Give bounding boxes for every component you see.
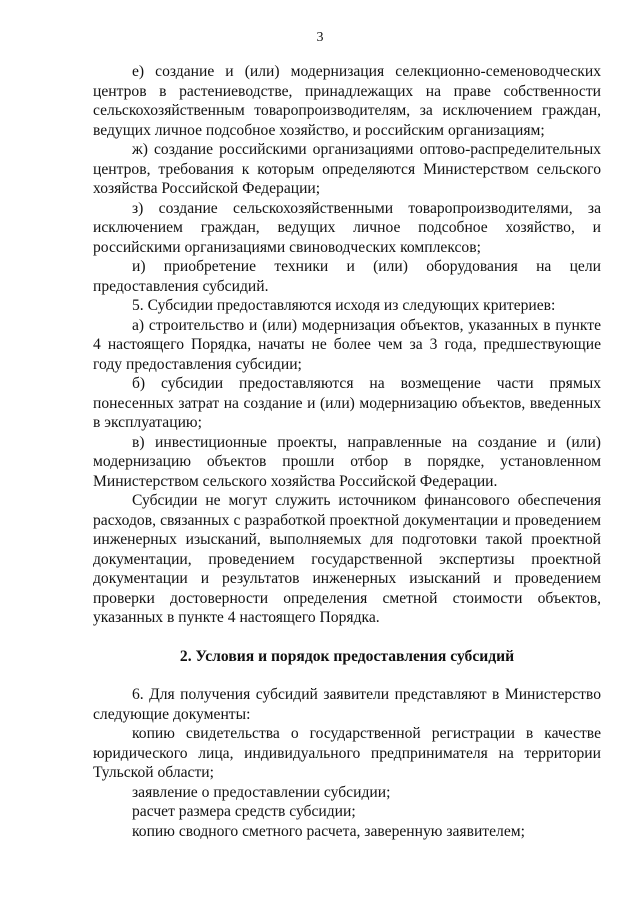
paragraph-clause-6: 6. Для получения субсидий заявители представляют в Министерство следующие документы: [93,686,601,723]
paragraph-criterion-v: в) инвестиционные проекты, направленные на создание и (или) модернизацию объектов прошли отбор в порядке, установленном Министерством сельского хозяйства Российской Федерации. [93,433,601,490]
list-item-application: заявление о предоставлении субсидии; [132,783,391,801]
section-heading: 2. Условия и порядок предоставления субсидий [179,647,515,665]
list-item-registration-copy: копию свидетельства о государственной регистрации в качестве юридического лица, индивидуального предпринимателя на территории Тульской области; [93,725,601,781]
paragraph-item-zh: ж) создание российскими организациями оптово-распределительных центров, требования к которым определяются Министерством сельского хозяйства Российской Федерации; [93,141,601,197]
list-item-subsidy-calculation: расчет размера средств субсидии; [132,803,356,820]
paragraph-clause-5: 5. Субсидии предоставляются исходя из следующих критериев: [132,297,556,314]
page-number: 3 [316,30,324,45]
document-body [93,62,601,841]
paragraph-item-e: е) создание и (или) модернизация селекционно-семеноводческих центров в растениеводстве, принадлежащих на праве собственности сельскохозяйственным товаропроизводителям, за исключением граждан, ведущих личное подсобное хозяйство, и российским организациям; [93,63,601,139]
paragraph-subsidy-restrictions: Субсидии не могут служить источником финансового обеспечения расходов, связанных с разработкой проектной документации и проведением инженерных изысканий, выполняемых для подготовки такой проектной документации, проведением государственной экспертизы проектной документации и результатов инженерных изысканий и проведением проверки достоверности определения сметной стоимости объектов, указанных в пункте 4 настоящего Порядка. [93,492,601,626]
paragraph-criterion-a: а) строительство и (или) модернизация объектов, указанных в пункте 4 настоящего Порядка, начаты не более чем за 3 года, предшествующие году предоставления субсидии; [93,316,601,373]
list-item-estimate-copy: копию сводного сметного расчета, заверенную заявителем; [132,822,525,840]
paragraph-item-z: з) создание сельскохозяйственными товаропроизводителями, за исключением граждан, ведущих личное подсобное хозяйство, и российскими организациями свиноводческих комплексов; [93,199,601,256]
paragraph-item-i: и) приобретение техники и (или) оборудования на цели предоставления субсидий. [93,258,601,295]
paragraph-criterion-b: б) субсидии предоставляются на возмещение части прямых понесенных затрат на создание и (или) модернизацию объектов, введенных в эксплуатацию; [93,375,601,431]
